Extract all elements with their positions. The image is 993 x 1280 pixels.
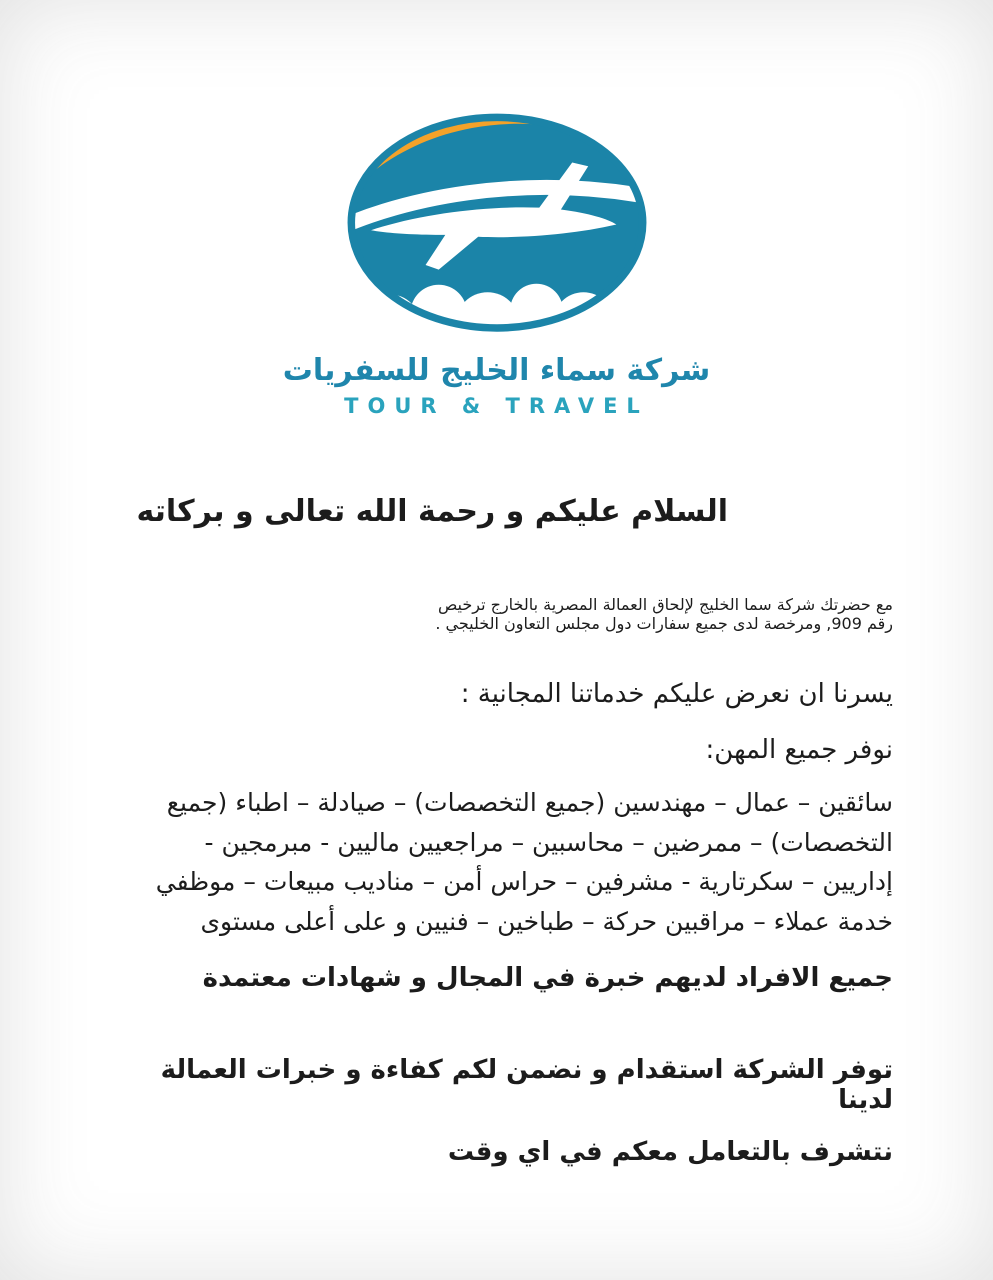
professions-line-4: خدمة عملاء – مراقبين حركة – طباخين – فنيين و على أعلى مستوى <box>200 906 893 936</box>
professions-list <box>100 783 893 941</box>
professions-heading: نوفر جميع المهن: <box>705 735 893 765</box>
company-name-arabic: شركة سماء الخليج للسفريات <box>282 353 711 388</box>
experience-note: جميع الافراد لديهم خبرة في المجال و شهادات معتمدة <box>202 963 893 993</box>
greeting-line: السلام عليكم و رحمة الله تعالى و بركاته <box>136 494 728 529</box>
license-line-2: رقم 909, ومرخصة لدى جميع سفارات دول مجلس التعاون الخليجي . <box>435 614 893 633</box>
professions-line-1: سائقين – عمال – مهندسين (جميع التخصصات) – صيادلة – اطباء (جميع <box>166 788 893 817</box>
letter-body <box>0 494 993 1167</box>
services-intro: يسرنا ان نعرض عليكم خدماتنا المجانية : <box>460 679 893 709</box>
professions-line-2: التخصصات) – ممرضين – محاسبين – مراجعيين ماليين - مبرمجين - <box>204 827 893 857</box>
company-logo <box>0 0 993 418</box>
professions-line-3: إداريين – سكرتارية - مشرفين – حراس أمن – مناديب مبيعات – موظفي <box>155 867 893 896</box>
airplane-logo-icon <box>337 108 657 343</box>
company-name-english: TOUR & TRAVEL <box>344 394 649 418</box>
closing-line: نتشرف بالتعامل معكم في اي وقت <box>447 1137 893 1167</box>
license-line-1: مع حضرتك شركة سما الخليج لإلحاق العمالة المصرية بالخارج ترخيص <box>437 595 893 614</box>
guarantee-line: توفر الشركة استقدام و نضمن لكم كفاءة و خبرات العمالة لدينا <box>160 1055 893 1115</box>
